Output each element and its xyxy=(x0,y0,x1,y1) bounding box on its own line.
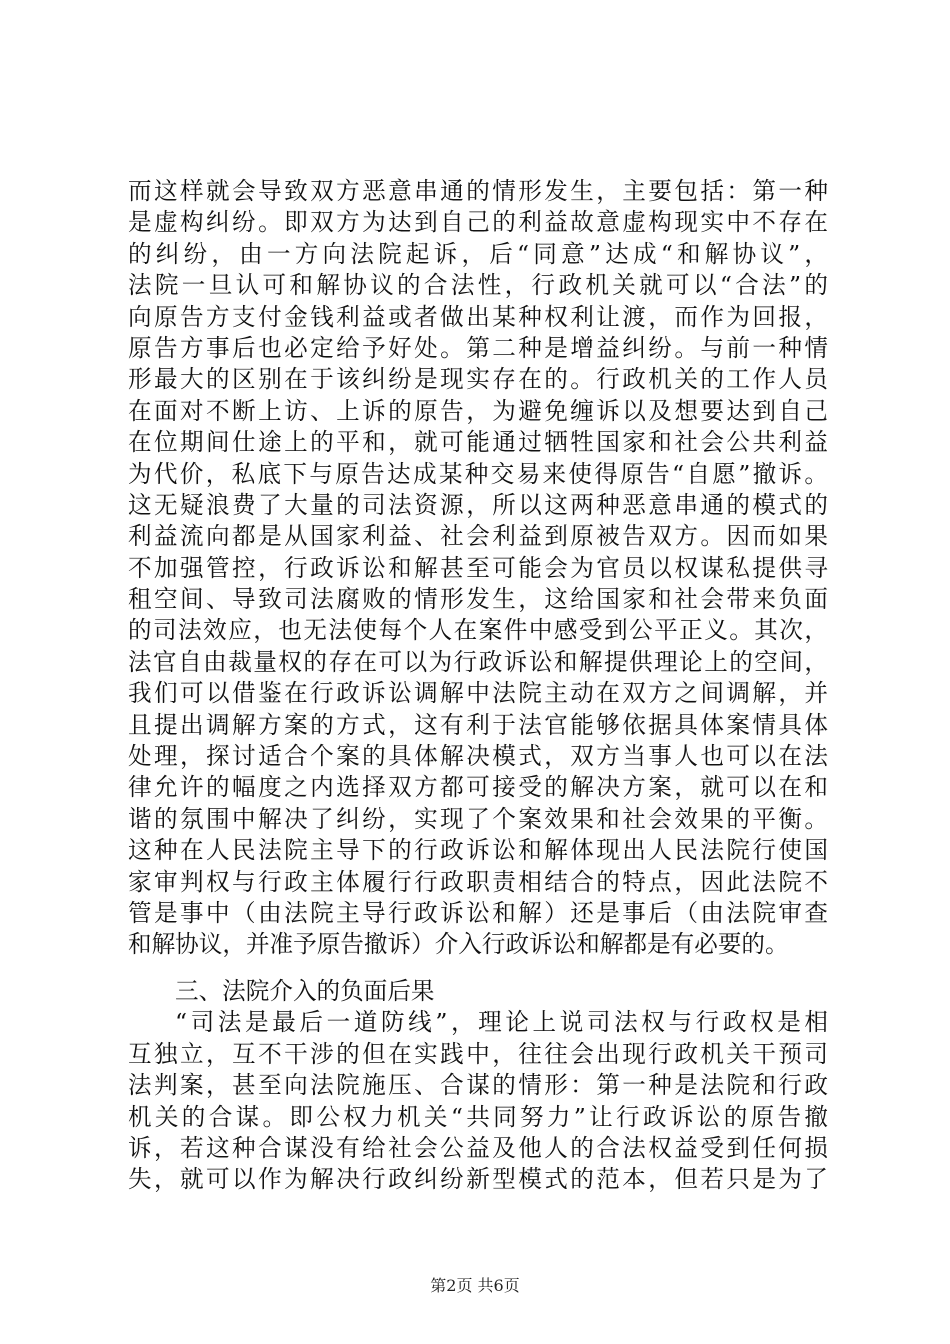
text-line: 法判案，甚至向法院施压、合谋的情形：第一种是法院和行政 xyxy=(128,1071,828,1100)
section-heading: 三、法院介入的负面后果 xyxy=(175,977,435,1005)
text-line: 机关的合谋。即公权力机关“共同努力”让行政诉讼的原告撤 xyxy=(128,1102,828,1131)
text-line: “司法是最后一道防线”，理论上说司法权与行政权是相 xyxy=(175,1008,828,1037)
text-line: 是虚构纠纷。即双方为达到自己的利益故意虚构现实中不存在 xyxy=(128,208,828,237)
page-footer: 第2页 共6页 xyxy=(430,1276,520,1295)
text-line: 的纠纷，由一方向法院起诉，后“同意”达成“和解协议”， xyxy=(128,239,828,268)
text-line: 而这样就会导致双方恶意串通的情形发生，主要包括：第一种 xyxy=(128,177,828,205)
text-line: 家审判权与行政主体履行行政职责相结合的特点，因此法院不 xyxy=(128,867,828,896)
text-line: 互独立，互不干涉的但在实践中，往往会出现行政机关干预司 xyxy=(128,1039,828,1068)
text-line: 我们可以借鉴在行政诉讼调解中法院主动在双方之间调解，并 xyxy=(128,679,828,708)
text-line: 法院一旦认可和解协议的合法性，行政机关就可以“合法”的 xyxy=(128,271,828,300)
text-line: 诉，若这种合谋没有给社会公益及他人的合法权益受到任何损 xyxy=(128,1133,828,1162)
text-line: 和解协议，并准予原告撤诉）介入行政诉讼和解都是有必要的。 xyxy=(128,930,789,959)
text-line: 的司法效应，也无法使每个人在案件中感受到公平正义。其次， xyxy=(128,616,828,645)
text-line: 为代价，私底下与原告达成某种交易来使得原告“自愿”撤诉。 xyxy=(128,459,828,488)
text-line: 这无疑浪费了大量的司法资源，所以这两种恶意串通的模式的 xyxy=(128,490,828,519)
text-line: 向原告方支付金钱利益或者做出某种权利让渡，而作为回报， xyxy=(128,302,828,331)
text-line: 形最大的区别在于该纠纷是现实存在的。行政机关的工作人员 xyxy=(128,365,828,394)
text-line: 谐的氛围中解决了纠纷，实现了个案效果和社会效果的平衡。 xyxy=(128,804,828,833)
text-line: 不加强管控，行政诉讼和解甚至可能会为官员以权谋私提供寻 xyxy=(128,553,828,582)
body-paragraph-2 xyxy=(128,976,828,1196)
text-line: 在面对不断上访、上诉的原告，为避免缠诉以及想要达到自己 xyxy=(128,396,828,425)
text-line: 且提出调解方案的方式，这有利于法官能够依据具体案情具体 xyxy=(128,710,828,739)
text-line: 处理，探讨适合个案的具体解决模式，双方当事人也可以在法 xyxy=(128,742,828,771)
text-line: 这种在人民法院主导下的行政诉讼和解体现出人民法院行使国 xyxy=(128,836,828,865)
text-line: 律允许的幅度之内选择双方都可接受的解决方案，就可以在和 xyxy=(128,773,828,802)
text-line: 原告方事后也必定给予好处。第二种是增益纠纷。与前一种情 xyxy=(128,333,828,362)
text-line: 法官自由裁量权的存在可以为行政诉讼和解提供理论上的空间， xyxy=(128,647,828,676)
text-line: 在位期间仕途上的平和，就可能通过牺牲国家和社会公共利益 xyxy=(128,428,828,457)
text-line: 管是事中（由法院主导行政诉讼和解）还是事后（由法院审查 xyxy=(128,898,828,927)
text-line: 利益流向都是从国家利益、社会利益到原被告双方。因而如果 xyxy=(128,522,828,551)
text-line: 失，就可以作为解决行政纠纷新型模式的范本，但若只是为了 xyxy=(128,1165,828,1194)
body-paragraph-1 xyxy=(128,176,828,961)
text-line: 租空间、导致司法腐败的情形发生，这给国家和社会带来负面 xyxy=(128,585,828,614)
